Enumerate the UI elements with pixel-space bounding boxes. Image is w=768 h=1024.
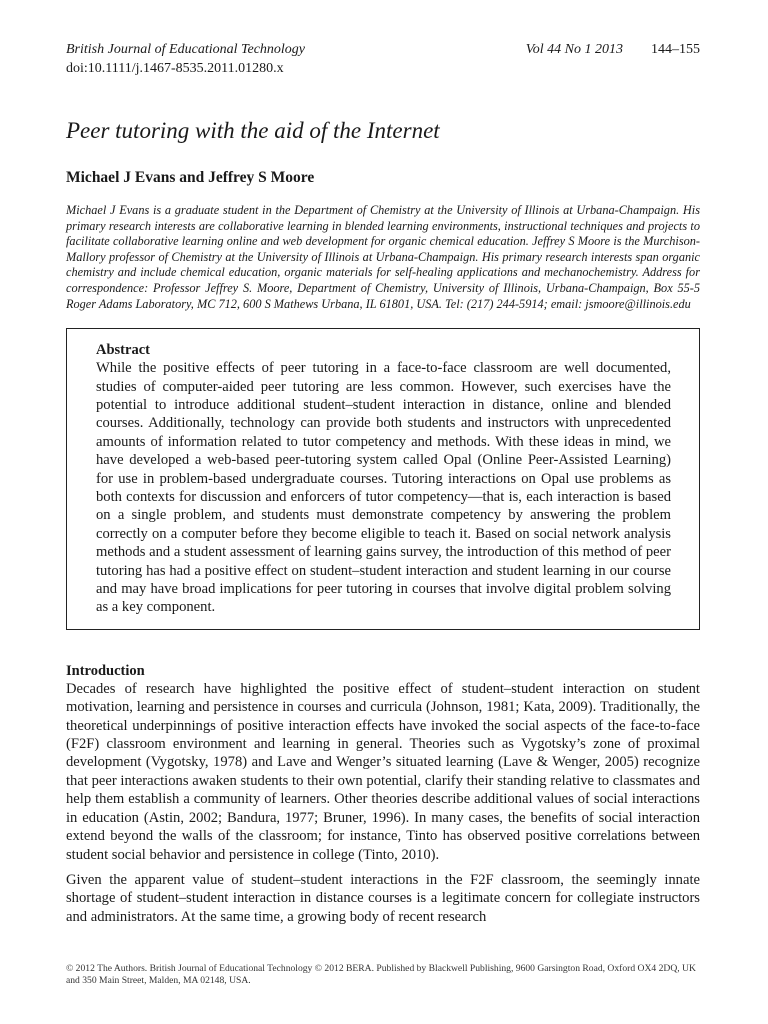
introduction-paragraph: Decades of research have highlighted the positive effect of student–student interaction on student motivation, learning and persistence in courses and curricula (Johnson, 1981; Kata, 2009). Traditionally, the theoretical underpinnings of positive interaction effects have invoked the social aspects of the face-to-face (F2F) classroom environment and learning in general. Theories such as Vygotsky’s zone of proximal development (Vygotsky, 1978) and Lave and Wenger’s situated learning (Lave & Wenger, 2005) recognize that peer interactions awaken students to their own potential, clarify their standing relative to classmates and help them establish a community of learners. Other theories describe additional values of social interactions in education (Astin, 2002; Bandura, 1977; Bruner, 1996). In many cases, the benefits of social interaction extend beyond the walls of the classroom; for instance, Tinto has observed positive correlations between student social behavior and persistence in college (Tinto, 2010). xyxy=(66,680,700,863)
issue-info xyxy=(526,40,700,59)
author-bio: Michael J Evans is a graduate student in the Department of Chemistry at the University of Illinois at Urbana-Champaign. His primary research interests are collaborative learning in blended learning environments, instructional techniques and projects to facilitate collaborative learning online and web development for organic chemical education. Jeffrey S Moore is the Murchison-Mallory professor of Chemistry at the University of Illinois at Urbana-Champaign. His primary research interests span organic chemistry and include chemical education, organic materials for self-healing applications and mechanochemistry. Address for correspondence: Professor Jeffrey S. Moore, Department of Chemistry, University of Illinois, Urbana-Champaign, Box 55-5 Roger Adams Laboratory, MC 712, 600 S Mathews Urbana, IL 61801, USA. Tel: (217) 244-5914; email: jsmoore@illinois.edu xyxy=(66,203,700,311)
paper-page xyxy=(66,40,700,926)
journal-name: British Journal of Educational Technology xyxy=(66,42,306,57)
abstract-heading: Abstract xyxy=(96,342,150,359)
abstract-box xyxy=(66,328,700,630)
copyright-footer: © 2012 The Authors. British Journal of Educational Technology © 2012 BERA. Published by Blackwell Publishing, 9600 Garsington Road, Oxford OX4 2DQ, UK and 350 Main Street, Malden, MA 02148, USA. xyxy=(66,963,696,986)
page-range: 144–155 xyxy=(651,42,700,57)
author-list: Michael J Evans and Jeffrey S Moore xyxy=(66,169,315,186)
volume-issue: Vol 44 No 1 2013 xyxy=(525,42,623,57)
abstract-text: While the positive effects of peer tutoring in a face-to-face classroom are well documented, studies of computer-aided peer tutoring are less common. However, such exercises have the potential to introduce additional student–student interaction in distance, online and blended courses. Additionally, technology can provide both students and instructors with unprecedented amounts of information related to tutor competency and methods. With these ideas in mind, we have developed a web-based peer-tutoring system called Opal (Online Peer-Assisted Learning) for use in problem-based undergraduate courses. Tutoring interactions on Opal use problems as both contexts for discussion and enforcers of tutor competency—that is, each interaction is based on a single problem, and students must demonstrate competency by answering the problem correctly on a computer before they become eligible to teach it. Based on social network analysis methods and a student assessment of learning gains survey, the introduction of this method of peer tutoring has had a positive effect on student–student interaction and student learning in our course and may have broad implications for peer tutoring in courses that involve digital problem solving as a key component. xyxy=(96,360,671,616)
running-header xyxy=(66,40,700,59)
doi: doi:10.1111/j.1467-8535.2011.01280.x xyxy=(66,61,284,76)
article-title: Peer tutoring with the aid of the Internet xyxy=(66,118,440,143)
introduction-paragraph: Given the apparent value of student–student interactions in the F2F classroom, the seemingly innate shortage of student–student interaction in distance courses is a legitimate concern for collegiate instructors and administrators. At the same time, a growing body of recent research xyxy=(66,871,700,925)
introduction-heading: Introduction xyxy=(66,662,145,679)
